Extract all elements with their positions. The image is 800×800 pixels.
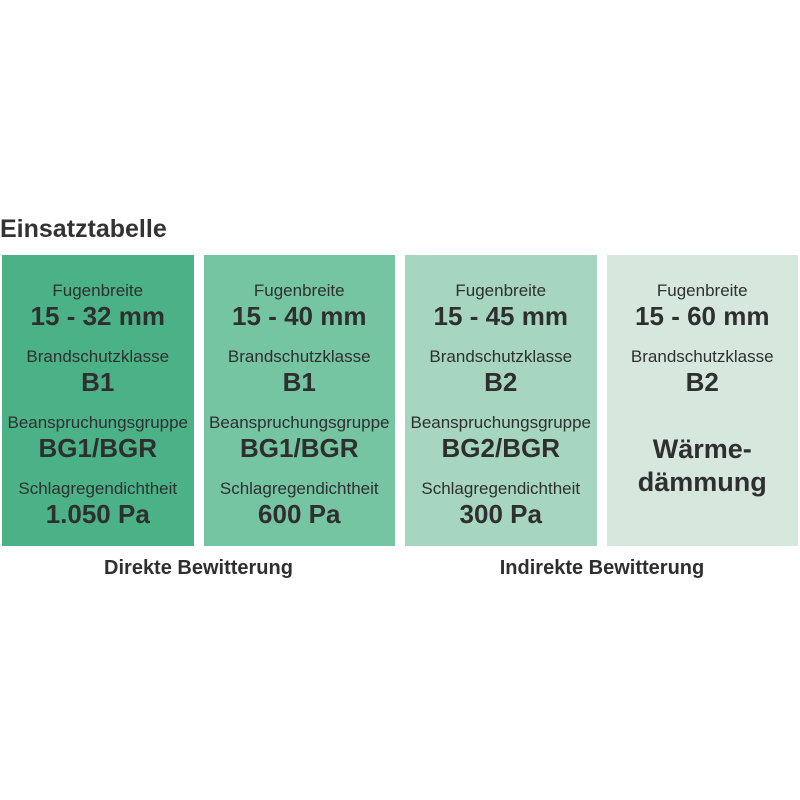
spec-column-2 xyxy=(204,255,396,546)
spec-label: Fugenbreite xyxy=(656,281,748,300)
spec-value: 300 Pa xyxy=(459,499,542,529)
spec-row xyxy=(635,281,769,331)
spec-row xyxy=(209,413,390,463)
caption-direkte-bewitterung: Direkte Bewitterung xyxy=(104,557,293,579)
spec-value: BG1/BGR xyxy=(38,433,157,463)
usage-table xyxy=(2,255,798,546)
spec-value: B1 xyxy=(81,367,115,397)
spec-label: Schlagregendichtheit xyxy=(421,479,581,498)
spec-column-3 xyxy=(405,255,597,546)
spec-value: B2 xyxy=(685,367,719,397)
spec-label: Beanspruchungsgruppe xyxy=(7,413,189,432)
spec-label: Brandschutzklasse xyxy=(227,347,371,366)
spec-value: 15 - 60 mm xyxy=(635,301,770,331)
spec-row xyxy=(232,281,366,331)
spec-row xyxy=(220,479,379,529)
spec-label: Schlagregendichtheit xyxy=(18,479,178,498)
spec-row xyxy=(31,281,165,331)
spec-row xyxy=(26,347,169,397)
spec-value: 15 - 40 mm xyxy=(232,301,367,331)
spec-label: Brandschutzklasse xyxy=(630,347,774,366)
spec-label: Brandschutzklasse xyxy=(26,347,170,366)
spec-label: Fugenbreite xyxy=(253,281,345,300)
spec-label: Beanspruchungsgruppe xyxy=(208,413,390,432)
spec-label: Beanspruchungsgruppe xyxy=(410,413,592,432)
spec-value: B1 xyxy=(282,367,316,397)
thermal-insulation-note xyxy=(638,433,767,499)
spec-value: 1.050 Pa xyxy=(45,499,150,529)
caption-indirekte-bewitterung: Indirekte Bewitterung xyxy=(499,557,705,579)
spec-row xyxy=(7,413,188,463)
page-title: Einsatztabelle xyxy=(0,215,167,243)
spec-row xyxy=(18,479,177,529)
spec-label: Fugenbreite xyxy=(455,281,547,300)
thermal-insulation-note-line2: dämmung xyxy=(637,467,767,497)
spec-label: Fugenbreite xyxy=(52,281,144,300)
spec-row xyxy=(228,347,371,397)
spec-column-1 xyxy=(2,255,194,546)
spec-value: 15 - 32 mm xyxy=(30,301,165,331)
spec-label: Brandschutzklasse xyxy=(429,347,573,366)
spec-value: B2 xyxy=(484,367,518,397)
spec-row xyxy=(429,347,572,397)
thermal-insulation-note-line1: Wärme- xyxy=(652,434,752,464)
spec-value: BG2/BGR xyxy=(441,433,560,463)
spec-label: Schlagregendichtheit xyxy=(219,479,379,498)
spec-value: 600 Pa xyxy=(258,499,341,529)
spec-value: BG1/BGR xyxy=(240,433,359,463)
spec-row xyxy=(631,347,774,397)
spec-row xyxy=(421,479,580,529)
spec-row xyxy=(410,413,591,463)
spec-column-4 xyxy=(607,255,799,546)
spec-value: 15 - 45 mm xyxy=(433,301,568,331)
spec-row xyxy=(434,281,568,331)
